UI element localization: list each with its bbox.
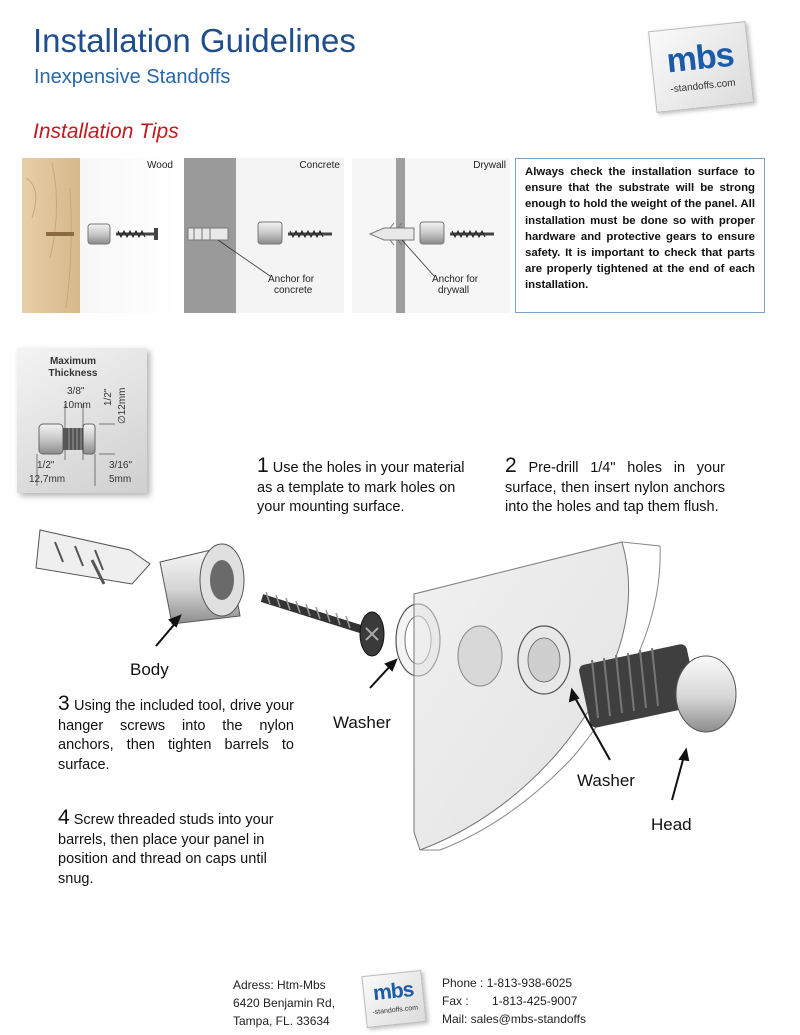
thickness-title-line: Thickness bbox=[48, 368, 98, 379]
washer-right bbox=[518, 626, 570, 694]
side-mm: ∅12mm bbox=[117, 387, 128, 424]
hanger-screw bbox=[262, 592, 384, 656]
logo-mark: mbs bbox=[664, 35, 736, 81]
washer-right-callout: Washer bbox=[577, 771, 635, 790]
page-title: Installation Guidelines bbox=[33, 22, 356, 59]
concrete-label: Concrete bbox=[299, 160, 340, 171]
washer-left-callout: Washer bbox=[333, 713, 391, 732]
installation-tips-heading: Installation Tips bbox=[33, 120, 179, 143]
wood-illustration bbox=[22, 158, 177, 313]
concrete-anchor-label bbox=[268, 274, 314, 296]
footer-mail[interactable]: Mail: sales@mbs-standoffs bbox=[442, 1012, 587, 1026]
wood-label: Wood bbox=[147, 160, 173, 171]
concrete-panel bbox=[184, 158, 344, 313]
logo-site: -standoffs.com bbox=[372, 1004, 419, 1017]
top-fraction: 3/8" bbox=[67, 386, 85, 397]
anchor-label-line: drywall bbox=[438, 285, 470, 296]
maximum-thickness-diagram bbox=[17, 348, 147, 493]
step-text: Pre-drill 1/4" holes in your surface, then insert nylon anchors into the holes and tap them flush. bbox=[505, 460, 725, 515]
step-2 bbox=[505, 456, 725, 518]
address-line: Tampa, FL. 33634 bbox=[233, 1014, 330, 1028]
head-callout: Head bbox=[651, 815, 692, 834]
safety-note: Always check the installation surface to ensure that the substrate will be strong enough to hold the weight of the panel. All installation must be done so with proper hardware and protective gears to ensure safety. It is important to check that parts are properly tightened at the end of each installation. bbox=[515, 158, 765, 313]
bottom-right-fraction: 3/16" bbox=[109, 460, 133, 471]
anchor-label-line: Anchor for bbox=[432, 274, 479, 285]
step-text: Using the included tool, drive your hanger screws into the nylon anchors, then tighten barrels to surface. bbox=[58, 698, 294, 773]
body-callout: Body bbox=[130, 660, 169, 679]
thickness-title-line: Maximum bbox=[49, 356, 97, 367]
top-mm: 10mm bbox=[63, 400, 91, 411]
concrete-illustration bbox=[184, 158, 344, 313]
drywall-panel bbox=[352, 158, 510, 313]
step-1 bbox=[257, 456, 472, 518]
step-text: Screw threaded studs into your barrels, then place your panel in position and thread on caps until snug. bbox=[58, 812, 274, 887]
logo-mark: mbs bbox=[372, 978, 415, 1006]
bottom-right-mm: 5mm bbox=[109, 474, 132, 485]
mbs-logo-footer bbox=[361, 970, 426, 1028]
step-3 bbox=[58, 694, 294, 775]
page-subtitle: Inexpensive Standoffs bbox=[34, 66, 231, 88]
drywall-label: Drywall bbox=[473, 160, 506, 171]
bottom-left-fraction: 1/2" bbox=[37, 460, 55, 471]
nylon-anchor bbox=[36, 530, 150, 584]
footer-fax: Fax : 1-813-425-9007 bbox=[442, 994, 578, 1008]
footer-address bbox=[233, 976, 335, 1030]
bottom-left-mm: 12,7mm bbox=[29, 474, 66, 485]
address-line: Adress: Htm-Mbs bbox=[233, 978, 326, 992]
step-number: 2 bbox=[505, 454, 517, 477]
step-4 bbox=[58, 808, 298, 889]
mbs-logo bbox=[648, 21, 754, 113]
footer-contact bbox=[442, 974, 586, 1028]
drywall-anchor-label bbox=[432, 274, 478, 296]
step-number: 1 bbox=[257, 454, 269, 477]
step-number: 4 bbox=[58, 806, 70, 829]
step-number: 3 bbox=[58, 692, 70, 715]
footer-phone: Phone : 1-813-938-6025 bbox=[442, 976, 573, 990]
logo-site: -standoffs.com bbox=[669, 77, 737, 96]
step-text: Use the holes in your material as a template to mark holes on your mounting surface. bbox=[257, 460, 465, 515]
address-line: 6420 Benjamin Rd, bbox=[233, 996, 336, 1010]
barrel-body bbox=[160, 544, 244, 624]
wood-panel bbox=[22, 158, 177, 313]
anchor-label-line: concrete bbox=[274, 285, 313, 296]
side-fraction: 1/2" bbox=[103, 388, 114, 406]
anchor-label-line: Anchor for bbox=[268, 274, 315, 285]
drywall-illustration bbox=[352, 158, 510, 313]
